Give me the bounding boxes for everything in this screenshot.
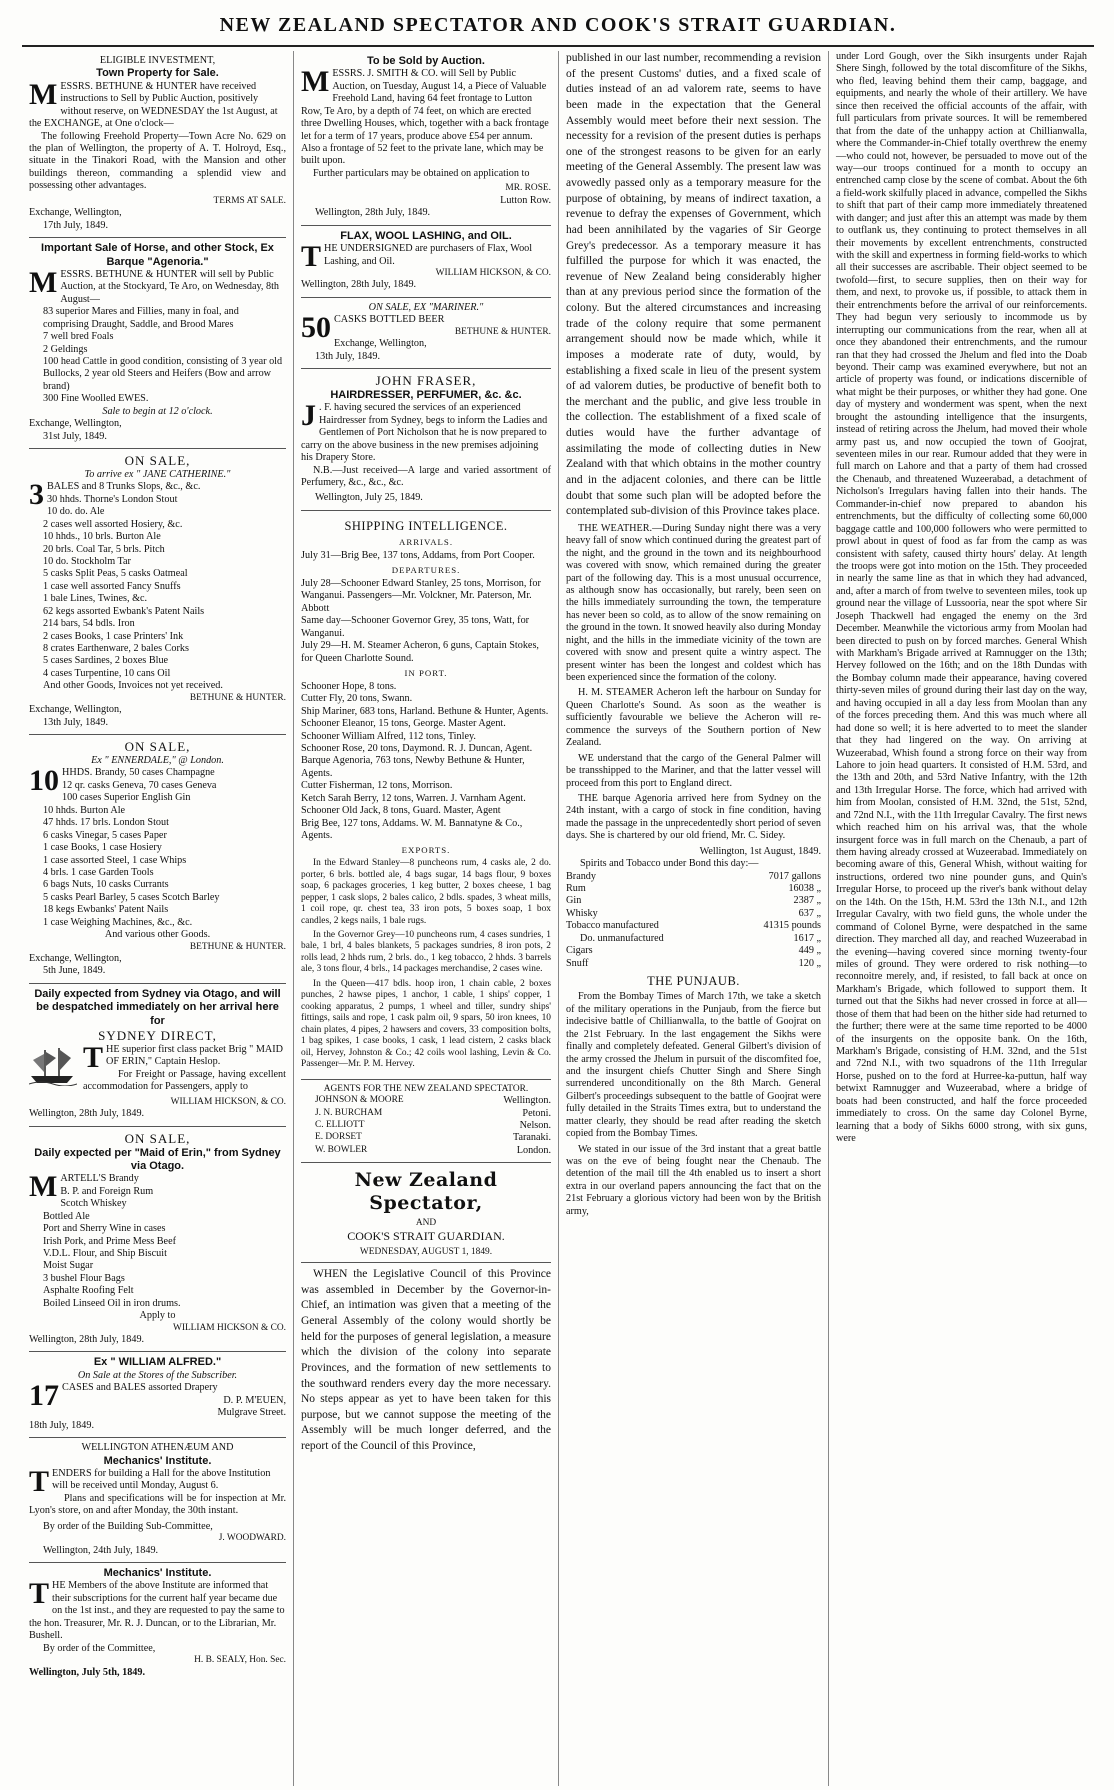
bond-row: [566, 958, 821, 970]
bond-item: Brandy: [566, 870, 596, 882]
agent-row: [301, 1108, 551, 1120]
ad-text: HE UNDERSIGNED are purchasers of Flax, Wool Lashing, and Oil.: [324, 243, 533, 267]
ad-item: Scotch Whiskey: [60, 1198, 127, 1210]
ad-title: Daily expected from Sydney via Otago, and will be despatched immediately on her arrival here for: [34, 987, 281, 1027]
ad-item: B. P. and Foreign Rum: [60, 1185, 154, 1197]
agent-name: W. BOWLER: [315, 1144, 368, 1155]
ad-item: 5 casks Split Peas, 5 casks Oatmeal: [43, 568, 188, 580]
column-3: [559, 51, 829, 1786]
ad-text: CASES and BALES assorted Drapery: [62, 1382, 218, 1394]
column-2: [294, 51, 559, 1786]
drop-cap: T: [29, 1577, 50, 1611]
inport-entry: Brig Bee, 127 tons, Addams. W. M. Bannatyne & Co., Agents.: [301, 817, 523, 842]
ad-item: 10 do. do. Ale: [47, 506, 105, 518]
ad-title: WELLINGTON ATHENÆUM AND: [81, 1442, 234, 1454]
ad-date: 13th July, 1849.: [315, 350, 380, 362]
departure-entry: July 29—H. M. Steamer Acheron, 6 guns, Captain Stokes, for Queen Charlotte Sound.: [301, 640, 539, 664]
ad-title: ELIGIBLE INVESTMENT,: [99, 55, 216, 66]
agent-place: Taranaki.: [512, 1132, 551, 1144]
ad-date: 13th July, 1849.: [43, 716, 108, 728]
ad-date: 18th July, 1849.: [29, 1419, 94, 1431]
ad-subtitle: To arrive ex " JANE CATHERINE.": [84, 468, 231, 480]
drop-cap: M: [301, 65, 330, 99]
bond-item: Whisky: [566, 907, 598, 919]
ad-place: Exchange, Wellington,: [334, 338, 427, 350]
ad-title: Mechanics' Institute.: [103, 1567, 212, 1579]
ad-text: The following Freehold Property—Town Acre No. 629 on the plan of Wellington, the property of A. T. Holroyd, Esq., situate in the Tinakori Road, with the Mansion and other buildings thereon, commanding a splendid view and possessing other advantages.: [29, 130, 286, 192]
ad-item: 2 cases well assorted Hosiery, &c.: [43, 518, 183, 530]
masthead: NEW ZEALAND SPECTATOR AND COOK'S STRAIT GUARDIAN.: [22, 14, 1094, 47]
export-entry: In the Governor Grey—10 puncheons rum, 4 cases sundries, 1 bale, 1 brl, 4 bales blankets, 5 packages sundries, 8 iron pots, 2 rolls lead, 2 hhds rum, 2 brls. do., 1 keg tobacco, 2 hhds. 3 barrels ale, 3 tons flour, 4 brls., 14 packages merchandise, 2 cases wine.: [301, 929, 551, 975]
drop-cap: 50: [301, 311, 331, 345]
drop-cap: M: [29, 1170, 58, 1204]
news-weather: THE WEATHER.—During Sunday night there was a very heavy fall of snow which continued during the greatest part of the night, and the ground in the town and its neighbourhood was covered with snow, which remained during the greater part of the following day. This is a most unusual occurrence, as although snow has occasionally, but rarely, been seen on the hills immediately surrounding the town, the temperature has never been so cold, as to allow of the snow remaining on the ground in the town. It snowed heavily also during Monday night, and the hills in the immediate vicinity of the town are covered with snow and present quite a wintry aspect. The present winter has been the longest and coldest which has been experienced since the formation of the colony.: [566, 522, 821, 683]
punjaub-text: From the Bombay Times of March 17th, we take a sketch of the military operations in the Punjaub, from the fierce but indecisive battle of Chillianwalla, to the battle of Goojrat on the 21st February. In the last engagement the Sikhs were finally and completely defeated. General Gilbert's division of the army crossed the Jhelum in pursuit of the discomfited foe, and the insurgent chiefs Chutter Singh and Shere Singh surrendered unconditionally on the 8th March. General Gilbert's proceedings subsequent to the battle of Goojrat were fully detailed in the Straits Times extra, but to understand the matter clearly, they should be read after reading the sketch copied from the Bombay Times.: [566, 991, 821, 1140]
ad-item: Bottled Ale: [43, 1210, 90, 1222]
ad-signature: H. B. SEALY, Hon. Sec.: [194, 1655, 286, 1666]
bond-row: [566, 945, 821, 957]
bond-qty: 2387 „: [793, 895, 821, 907]
ad-title: JOHN FRASER,: [375, 373, 477, 389]
ad-item: 12 qr. casks Geneva, 70 cases Geneva: [62, 779, 217, 791]
agent-name: C. ELLIOTT: [315, 1119, 365, 1130]
nameplate-title: New Zealand Spectator,: [354, 1169, 498, 1215]
ad-title: To be Sold by Auction.: [367, 55, 485, 67]
ad-place: Exchange, Wellington,: [29, 418, 122, 430]
departure-entry: July 28—Schooner Edward Stanley, 25 tons, Morrison, for Wanganui. Passengers—Mr. Volckner, Mr. Paterson, Mr. Abbott: [301, 577, 541, 614]
drop-cap: 3: [29, 478, 44, 512]
editorial-text: WHEN the Legislative Council of this Province was assembled in December by the Governor-in-Chief, an intimation was given that a meeting of the General Assembly of the colony would shortly be held for the purposes of general legislation, a measure which the division of the colony into separate Provinces, and the formation of new settlements to the southward renders every day the more necessary. No steps appear as yet to have been taken for this purpose, but we cannot suppose the meeting of the Assembly will be much longer deferred, and the report of the Council of this Province,: [301, 1268, 551, 1453]
ad-signature: D. P. M'EUEN,: [223, 1394, 286, 1406]
ad-date: 31st July, 1849.: [43, 430, 107, 442]
ad-text: Plans and specifications will be for inspection at Mr. Lyon's store, on and after Monday, the 30th instant.: [29, 1492, 286, 1517]
ad-item: ARTELL'S Brandy: [60, 1173, 139, 1185]
ad-item: 2 cases Books, 1 case Printers' Ink: [43, 630, 184, 642]
ad-item: And other Goods, Invoices not yet received.: [43, 680, 223, 692]
inport-entry: Barque Agenoria, 763 tons, Newby Bethune & Hunter, Agents.: [301, 755, 525, 779]
divider: [301, 1262, 551, 1263]
ad-william-alfred: [29, 1352, 286, 1438]
ad-item: HHDS. Brandy, 50 cases Champagne: [62, 767, 215, 779]
agent-row: [301, 1120, 551, 1132]
ad-flax: [301, 226, 551, 298]
agent-place: Petoni.: [522, 1107, 551, 1119]
bond-row: [566, 908, 821, 920]
drop-cap: T: [301, 240, 322, 274]
ad-signature: WILLIAM HICKSON, & CO.: [435, 267, 551, 278]
ad-item: 6 casks Vinegar, 5 cases Paper: [43, 829, 167, 841]
ad-text: By order of the Committee,: [43, 1642, 156, 1654]
ad-item: Irish Pork, and Prime Mess Beef: [43, 1235, 176, 1247]
export-entry: In the Edward Stanley—8 puncheons rum, 4 casks ale, 2 do. porter, 6 brls. bottled ale, 4 bags sugar, 14 bags flour, 9 boxes soap, 6 packages groceries, 1 keg butter, 2 boxes cheese, 1 bag pepper, 1 cask slops, 2 bales calico, 2 bdls. spades, 3 wheat mills, 1 coil rope, qr. chest tea, 33 iron pots, 5 boxes soap, 1 box candles, 2 kegs nails, 1 bale rugs.: [301, 858, 551, 926]
ad-item: Port and Sherry Wine in cases: [43, 1223, 166, 1235]
ad-street: Mulgrave Street.: [217, 1407, 286, 1419]
ad-item: 100 head Cattle in good condition, consisting of 3 year old Bullocks, 2 year old Steers and Heifers (Bow and arrow brand): [43, 356, 283, 392]
agent-place: Nelson.: [519, 1119, 551, 1131]
agent-row: [301, 1095, 551, 1107]
editorial-continued: published in our last number, recommending a revision of the present Customs' duties, and a fixed scale of duties instead of an ad valorem rate, seems to have been made in the expectation that the General Assembly would meet before their next session. The necessity for a revision of the present duties is perhaps one of the strongest reasons to be given for an early meeting of the General Assembly. The present law was avowedly passed only as a temporary measure for the purpose of obtaining, by means of indirect taxation, a revenue to defray the expenses of Government, which had been annihilated by the vagaries of Sir George Grey's predecessor. As a temporary measure it has fulfilled the purpose for which it was enacted, the revenue of New Zealand being considerably higher than at any previous period since the formation of the colony. But the altered circumstances and increasing trade of the colony require that some permanent arrangement should now be made which, while it imposes a moderate rate of duty, would, by establishing a fixed scale in lieu of the present system of ad valorem duties, be productive of benefit both to the merchant and the public, and give less trouble in the collection. The establishment of a fixed scale of duties would have the further advantage of assimilating the mode of collecting duties in New Zealand with that which obtains in the mother country and in the adjacent colonies, and there can be little doubt that some such plan will be adopted before the contemplated sub-division of this Province takes place.: [566, 52, 821, 518]
drop-cap: J: [301, 399, 316, 433]
ad-item: Moist Sugar: [43, 1260, 94, 1272]
ad-item: 20 brls. Coal Tar, 5 brls. Pitch: [43, 543, 165, 555]
agent-name: J. N. BURCHAM: [315, 1107, 383, 1118]
ad-date: Wellington, 28th July, 1849.: [29, 1108, 145, 1120]
bond-item: Gin: [566, 895, 582, 907]
ad-ennerdale: [29, 735, 286, 984]
ad-date: Wellington, 28th July, 1849.: [301, 279, 417, 291]
ad-text: ESSRS. BETHUNE & HUNTER will sell by Public Auction, at the Stockyard, Te Aro, on Wednesday, 8th August—: [60, 268, 280, 305]
news-agenoria: THE barque Agenoria arrived here from Sydney on the 24th instant, with a cargo of stock in fine condition, having made the passage in the unprecedentedly short period of seven days. She is chartered by our old friend, Mr. C. Sidey.: [566, 792, 821, 842]
bond-item: Rum: [566, 883, 586, 894]
ad-horse-sale: [29, 238, 286, 449]
inport-entry: Cutter Fly, 20 tons, Swann.: [301, 693, 413, 705]
ad-text: HE superior first class packet Brig " MAID OF ERIN," Captain Heslop.: [106, 1043, 284, 1068]
ad-sale-time: Sale to begin at 12 o'clock.: [102, 405, 213, 417]
nameplate-and: AND: [415, 1217, 437, 1228]
bond-item: Snuff: [566, 957, 589, 969]
ad-item: 5 casks Pearl Barley, 5 cases Scotch Barley: [43, 891, 220, 903]
bond-row: [566, 895, 821, 907]
inport-entry: Ship Mariner, 683 tons, Harland. Bethune & Hunter, Agents.: [301, 705, 549, 717]
bond-row: [566, 871, 821, 883]
departure-entry: Same day—Schooner Governor Grey, 35 tons, Watt, for Wanganui.: [301, 615, 530, 639]
bond-row: [566, 933, 821, 945]
ad-date: Wellington, 24th July, 1849.: [43, 1544, 159, 1556]
inport-entry: Schooner Rose, 20 tons, Daymond. R. J. Duncan, Agent.: [301, 742, 533, 754]
ad-eligible-investment: [29, 51, 286, 238]
news-acheron: H. M. STEAMER Acheron left the harbour on Sunday for Queen Charlotte's Sound. As soon as the weather is sufficiently favourable we believe the Acheron will re-commence the surveys of the Southern portion of New Zealand.: [566, 687, 821, 749]
drop-cap: 10: [29, 764, 59, 798]
bond-item: Cigars: [566, 945, 593, 957]
ad-text: Further particulars may be obtained on application to: [313, 167, 530, 179]
ad-item: 47 hhds. 17 brls. London Stout: [43, 817, 169, 829]
bond-row: [566, 883, 821, 895]
agent-name: JOHNSON & MOORE: [315, 1095, 404, 1106]
ad-item: 7 well bred Foals: [43, 331, 114, 343]
shipping-intelligence: [301, 511, 551, 1080]
drop-cap: T: [29, 1464, 50, 1498]
agent-place: Wellington.: [503, 1095, 551, 1107]
ad-item: 8 crates Earthenware, 2 bales Corks: [43, 643, 189, 655]
ad-mechanics-institute: [29, 1563, 286, 1684]
ad-date: Wellington, July 25, 1849.: [315, 492, 423, 504]
ad-john-fraser: [301, 369, 551, 511]
bond-title: Spirits and Tobacco under Bond this day:—: [580, 858, 759, 870]
punjaub-continued: under Lord Gough, over the Sikh insurgents under Rajah Shere Singh, followed by the total discomfiture of the Sikhs, who fled, leaving behind them their camp, baggage, and equipments, and nearly the whole of their artillery. We have since then received the official accounts of the affair, with full particulars from private sources. It will be remembered that from the date of the unhappy action at Chillianwalla, where the Commander-in-Chief totally overthrew the enemy—who could not, however, be persuaded to move out of the way—our troops continued for a month to occupy an entrenched camp close by the scene of combat. About the 6th a field-work skilfully placed in advance, compelled the Sikhs to shift that part of their camp more immediately threatened with danger; and just after this an attempt was made by them to outflank us, they continuing to protect themselves in all their movements by excellent entrenchments, constructed with the skill and expertness in forming field-works to which all their successes are ascribable. Their object seemed to be twofold—first, to secure supplies, then on their way for them, and next, to provoke us, if possible, to attack them in their entrenchments before the arrival of our reinforcements. They had begun very seriously to incommode us by interrupting our communications from the rear, when all at once they abandoned their entrenchments, and the rumour ran that they had crossed the Jhelum and fled into the Doab beyond. Their camp was examined everywhere, but not an article of property was found, or indications discernible of what might be their purposes, or whither they had gone. One day of mystery and wonderment was spent, when the next brought the astounding intelligence that the insurgents, instead of retiring across the Jhelum, had moved their whole army past us, and now occupied the town of Goojrat, seventeen miles in our rear. Rumour added that they were in full march on Lahore and that a party of them had crossed the Chenaub, and threatened Wuzeerabad, a detachment of Nicholson's Irregulars having fallen into their hands. The Commander-in-chief now prepared to abandon his entrenchments, but the difficulty of collecting some 60,000 baggage cattle and 100,000 followers who were permitted to prowl about in quest of food as far from the camp as was consistent with safety, caused thirty hours' delay. At length the troops were got into motion on the 15th. They proceeded in nearly the same line as that in which they had advanced, and, after a march of from twelve to seventeen miles, took up ground near the village of Lussooria, near the spot where Sir Joseph Thackwell had engaged the enemy on the 3rd December. Meanwhile the victorious army from Moolan had been directed to push on by forced marches. General Whish with Markham's Brigade arrived at Ramnugger on the 13th; Hervey followed on the 16th; and on the 18th Dundas with the Bombay column made their appearance, having covered thirty-seven miles of ground during their last day on the way, and having occupied in all a day less from Moolan than any of the forces preceding them. And this was much where all had done so well; it is here adverted to to meet the slander that they had lingered on the way. On arriving at Wuzeerabad, Whish found a strong force on their way from Lahore to join head quarters. It consisted of H.M. 53rd, and the 13th and 20th, and 53rd Native Infantry, with the 12th and 13th Irregular Horse. The force, which had arrived with him from Moolan, consisted of H.M. 32nd, the 51st, 52nd, and 72nd N.I., with the 11th Irregular Cavalry. The first news which reached him on his arrival was, that the whole insurgent force was in full march on the Chenaub, a part of them having already crossed at Wuzeerabad. Immediately on becoming aware of this, General Whish, without waiting for instructions, ordered two nine pounder guns, and Quin's Irregular Horse, to proceed up the river's bank without delay on the 14th. On the 15th, H.M. 53rd the 13th N.I., and 12th Irregular Cavalry, with two field guns, the whole under the command of Colonel Byrne, were despatched in the same direction. They marched all day, and reached Wuzeerabad in the evening—having covered since morning twenty-four miles of ground. They were ordered to risk nothing—to reconnoitre merely, and, if resisted, to fall back at once on Markham's Brigade, which followed to support them. It turned out that the Sikhs had never crossed in force at all—those of them that had been on the hither side had returned to the further; there were at the same time reported to be 4000 of the insurgents on the opposite bank. On the 16th, Markham's Brigade, consisting of H.M. 32nd, and the 51st and 72nd N.I., with two squadrons of the 11th Irregular Horse, pushed on to the ford at Hurree-ka-puttun, half way betwixt Ramnugger and Wuzeerabad, where a bridge of boats had been constructed, and half the force proceeded immediately to cross. On the same day Colonel Byrne, learning that a body of Sikhs 6000 strong, with six guns, were: [836, 51, 1087, 1145]
agent-row: [301, 1132, 551, 1144]
column-1: [22, 51, 294, 1786]
ad-subtitle: Daily expected per "Maid of Erin," from Sydney via Otago.: [34, 1146, 281, 1172]
drop-cap: T: [83, 1040, 104, 1074]
ad-signature: MR. ROSE.: [505, 183, 551, 194]
ad-item: 214 bars, 54 bdls. Iron: [43, 618, 135, 630]
ship-icon: [29, 1046, 77, 1086]
ad-item: 2 Geldings: [43, 343, 88, 355]
ad-title: ON SALE,: [124, 453, 191, 469]
ad-date: 5th June, 1849.: [43, 965, 106, 977]
ad-item: 3 bushel Flour Bags: [43, 1272, 125, 1284]
ad-place: Exchange, Wellington,: [29, 953, 122, 965]
ad-item: 83 superior Mares and Fillies, many in foal, and comprising Draught, Saddle, and Brood Mares: [43, 306, 239, 330]
ad-item: Boiled Linseed Oil in iron drums.: [43, 1297, 181, 1309]
ad-date: Wellington, July 5th, 1849.: [29, 1666, 146, 1678]
ad-text: By order of the Building Sub-Committee,: [43, 1520, 213, 1532]
ad-date: Wellington, 28th July, 1849.: [29, 1334, 145, 1346]
departures-label: DEPARTURES.: [391, 565, 461, 576]
ad-item: 1 case Books, 1 case Hosiery: [43, 842, 162, 854]
ad-signature: J. WOODWARD.: [218, 1533, 286, 1544]
agent-name: E. DORSET: [315, 1132, 362, 1143]
ad-item: BALES and 8 Trunks Slops, &c., &c.: [47, 481, 201, 493]
ad-sydney-direct: [29, 984, 286, 1127]
bond-qty: 120 „: [798, 957, 821, 969]
ad-text: For Freight or Passage, having excellent accommodation for Passengers, apply to: [83, 1068, 286, 1093]
ad-item: 300 Fine Woolled EWES.: [43, 393, 149, 405]
ad-subtitle: Ex " ENNERDALE," @ London.: [91, 755, 224, 766]
ad-item: 1 bale Lines, Twines, &c.: [43, 593, 148, 605]
news-general-palmer: WE understand that the cargo of the General Palmer will be transshipped to the Mariner, and that the latter vessel will proceed from this port to England direct.: [566, 752, 821, 789]
column-4: [829, 51, 1094, 1786]
punjaub-text: We stated in our issue of the 3rd instant that a great battle was on the eve of being fought near the Chenaub. The detention of the mail till the 4th enabled us to insert a short extra in our overland papers announcing the fact that on the 21st February a glorious victory had been won by the British army,: [566, 1143, 821, 1217]
ad-text: HE Members of the above Institute are informed that their subscriptions for the current half year became due on the 1st inst., and they are requested to pay the same to the hon. Treasurer, Mr. R. J. Duncan, or to the Librarian, Mr. Bushell.: [29, 1580, 285, 1642]
ad-title: Important Sale of Horse, and other Stock, Ex Barque "Agenoria.": [41, 242, 274, 268]
inport-entry: Cutter Fisherman, 12 tons, Morrison.: [301, 780, 453, 792]
ad-text: ESSRS. BETHUNE & HUNTER have received instructions to Sell by Public Auction, positively without reserve, on WEDNESDAY the 1st August, at the EXCHANGE, at One o'clock—: [29, 80, 278, 130]
ad-place: Exchange, Wellington,: [29, 704, 122, 716]
ad-athenaeum: [29, 1438, 286, 1563]
ad-item: V.D.L. Flour, and Ship Biscuit: [43, 1247, 167, 1259]
inport-entry: Schooner Old Jack, 8 tons, Guard. Master, Agent: [301, 805, 501, 817]
export-entry: In the Queen—417 bdls. hoop iron, 1 chain cable, 2 boxes punches, 2 hawse pipes, 1 anchor, 1 cable, 1 ships' copper, 1 cooking apparatus, 2 pumps, 1 wheel and tiller, sundry ships' fittings, sails and rope, 1 cask palm oil, 9 spars, 50 iron knees, 10 chain plates, 4 pipes, 2 hawsers and covers, 33 composition bolts, 1 bag spikes, 1 case books, 1 cask, 1 lead cistern, 2 casks black oil, Hervey, Johnston & Co.; 42 coils wool lashing, Levin & Co. Passenger—Mr. P. M. Hervey.: [301, 978, 551, 1070]
ad-title: ON SALE,: [124, 739, 191, 755]
agents-list: [301, 1080, 551, 1164]
bond-qty: 1617 „: [793, 932, 821, 944]
ad-subtitle: On Sale at the Stores of the Subscriber.: [77, 1369, 238, 1381]
agent-place: London.: [516, 1144, 551, 1156]
bond-table: [566, 846, 821, 970]
drop-cap: 17: [29, 1379, 59, 1413]
arrival-entry: July 31—Brig Bee, 137 tons, Addams, from Port Cooper.: [301, 549, 535, 561]
ad-item: 10 do. Stockholm Tar: [43, 555, 131, 567]
inport-label: IN PORT.: [404, 668, 448, 679]
ad-item: 10 hhds., 10 brls. Burton Ale: [43, 531, 161, 543]
ad-item: 1 case well assorted Fancy Snuffs: [43, 580, 181, 592]
ad-text: CASKS BOTTLED BEER: [334, 314, 445, 326]
arrivals-label: ARRIVALS.: [398, 537, 454, 548]
inport-entry: Ketch Sarah Berry, 12 tons, Warren. J. Varnham Agent.: [301, 792, 526, 804]
ad-subtitle: Town Property for Sale.: [96, 67, 219, 80]
ad-signature: WILLIAM HICKSON, & CO.: [170, 1096, 286, 1107]
ad-item: 4 brls. 1 case Garden Tools: [43, 866, 154, 878]
ad-item: And various other Goods.: [104, 929, 211, 941]
ad-subtitle: Mechanics' Institute.: [103, 1454, 212, 1467]
bond-qty: 637 „: [798, 907, 821, 919]
bond-item: Do. unmanufactured: [580, 932, 664, 944]
ad-place: Exchange, Wellington,: [29, 207, 122, 219]
ad-subtitle: HAIRDRESSER, PERFUMER, &c. &c.: [330, 388, 522, 401]
ad-smith-auction: [301, 51, 551, 226]
bond-date: Wellington, 1st August, 1849.: [699, 845, 821, 857]
ad-jane-catherine: [29, 449, 286, 735]
ad-title: ON SALE,: [124, 1130, 191, 1146]
bond-qty: 7017 gallons: [768, 870, 821, 882]
ad-signature: BETHUNE & HUNTER.: [189, 941, 286, 952]
ad-item: 5 cases Sardines, 2 boxes Blue: [43, 655, 169, 667]
bond-qty: 41315 pounds: [763, 920, 821, 932]
ad-item: 1 case assorted Steel, 1 case Whips: [43, 854, 187, 866]
ad-item: Asphalte Roofing Felt: [43, 1285, 134, 1297]
ad-signature: BETHUNE & HUNTER.: [189, 692, 286, 703]
drop-cap: M: [29, 265, 58, 299]
ad-text: ENDERS for building a Hall for the above Institution will be received until Monday, August 6.: [52, 1467, 271, 1492]
ad-item: 30 hhds. Thorne's London Stout: [47, 493, 178, 505]
nameplate-subtitle: COOK'S STRAIT GUARDIAN.: [347, 1229, 505, 1244]
agent-row: [301, 1145, 551, 1157]
ad-mariner: [301, 298, 551, 369]
ad-terms: TERMS AT SALE.: [213, 195, 286, 206]
bond-row: [566, 920, 821, 932]
ad-apply: Apply to: [139, 1310, 176, 1322]
drop-cap: M: [29, 77, 58, 111]
ad-item: 18 kegs Ewbanks' Patent Nails: [43, 904, 169, 916]
ad-item: 6 bags Nuts, 10 casks Currants: [43, 879, 169, 891]
ad-date: 17th July, 1849.: [43, 219, 108, 231]
ad-title: FLAX, WOOL LASHING, and OIL.: [340, 229, 512, 242]
section-title: SHIPPING INTELLIGENCE.: [344, 518, 508, 533]
exports-label: EXPORTS.: [401, 845, 451, 856]
issue-date: WEDNESDAY, AUGUST 1, 1849.: [359, 1246, 493, 1257]
ad-signature: BETHUNE & HUNTER.: [454, 326, 551, 337]
ad-maid-of-erin: [29, 1127, 286, 1353]
ad-item: 10 hhds. Burton Ale: [43, 804, 126, 816]
ad-text: N.B.—Just received—A large and varied assortment of Perfumery, &c., &c., &c.: [301, 464, 551, 488]
ad-destination: SYDNEY DIRECT,: [98, 1028, 217, 1044]
ad-text: ESSRS. J. SMITH & CO. will Sell by Public Auction, on Tuesday, August 14, a Piece of Valuable Freehold Land, having 64 feet frontage to Lutton Row, Te Aro, by a depth of 74 feet, on which are erected three Dwelling Houses, which, together with a back frontage let for a term of 17 years, produce above £54 per annum. Also a frontage of 52 feet to the private lane, which may be built upon.: [301, 68, 549, 167]
ad-item: 1 case Weighing Machines, &c., &c.: [43, 916, 193, 928]
bond-item: Tobacco manufactured: [566, 920, 659, 932]
ad-title: Ex " WILLIAM ALFRED.": [93, 1356, 222, 1369]
bond-qty: 16038 „: [788, 883, 821, 894]
ad-title: ON SALE, EX "MARINER.": [368, 301, 484, 313]
ad-item: 4 cases Turpentine, 10 cans Oil: [43, 667, 171, 679]
inport-entry: Schooner Hope, 8 tons.: [301, 680, 397, 692]
ad-date: Wellington, 28th July, 1849.: [315, 207, 431, 219]
nameplate: [301, 1169, 551, 1454]
inport-entry: Schooner Eleanor, 15 tons, George. Master Agent.: [301, 718, 506, 730]
ad-item: 100 cases Superior English Gin: [62, 792, 191, 804]
ad-item: 62 kegs assorted Ewbank's Patent Nails: [43, 605, 205, 617]
ad-signature: WILLIAM HICKSON & CO.: [172, 1322, 286, 1333]
inport-entry: Schooner William Alfred, 112 tons, Tinley.: [301, 730, 476, 742]
columns: [22, 51, 1094, 1786]
agents-title: AGENTS FOR THE NEW ZEALAND SPECTATOR.: [323, 1083, 529, 1094]
ad-text: . F. having secured the services of an experienced Hairdresser from Sydney, begs to inform the Ladies and Gentlemen of Port Nicholson that he is now prepared to carry on the above business in the new premises adjoining his Drapery Store.: [301, 402, 548, 464]
ad-street: Lutton Row.: [500, 194, 551, 206]
punjaub-title: THE PUNJAUB.: [647, 974, 740, 989]
bond-qty: 449 „: [798, 945, 821, 957]
